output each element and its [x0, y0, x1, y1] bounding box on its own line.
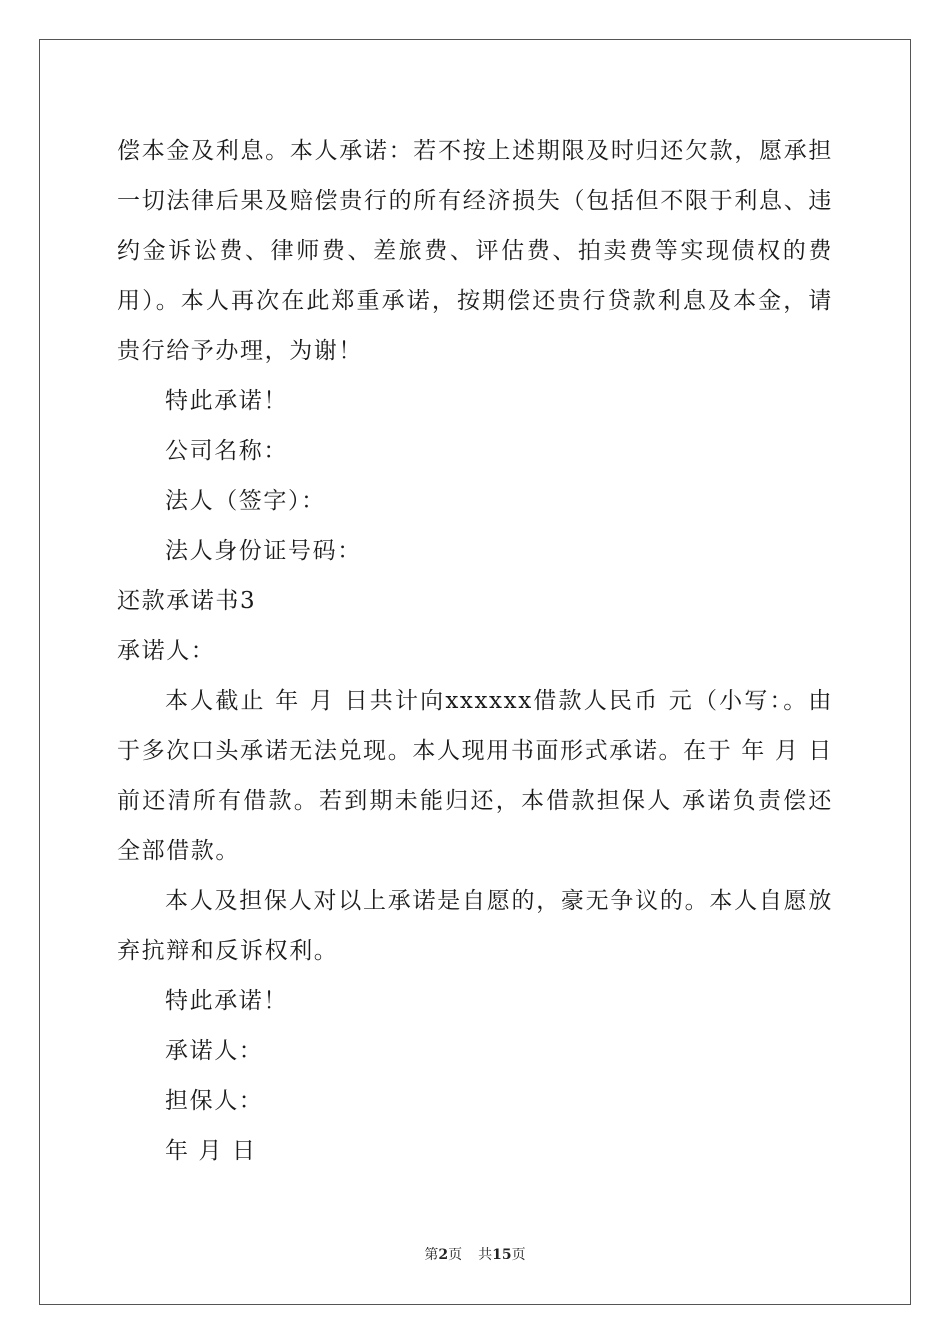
- footer-page-prefix: 第: [424, 1247, 439, 1263]
- paragraph-loan-statement: 本人截止 年 月 日共计向xxxxxx借款人民币 元（小写：。由于多次口头承诺无法兑现。本人现用书面形式承诺。在于 年 月 日前还清所有借款。若到期未能归还，本借款担保人 承诺负责偿还全部借款。: [117, 688, 833, 864]
- paragraph-legal-person-id: 法人身份证号码：: [165, 538, 362, 564]
- paragraph-guarantor-sign: 担保人：: [165, 1088, 264, 1114]
- section-title: 还款承诺书3: [117, 588, 257, 614]
- footer-page-suffix: 页: [448, 1247, 463, 1263]
- footer-total-prefix: 共: [478, 1247, 493, 1263]
- footer-current-page: 2: [438, 1247, 449, 1263]
- document-body: [117, 126, 833, 1176]
- paragraph-legal-person-signature: 法人（签字）：: [165, 488, 326, 514]
- paragraph-promisor-label: 承诺人：: [117, 638, 216, 664]
- paragraph-promisor-sign: 承诺人：: [165, 1038, 264, 1064]
- page-footer: [0, 1245, 950, 1265]
- footer-total-pages: 15: [492, 1247, 512, 1263]
- paragraph-hereby-commit-2: 特此承诺！: [165, 988, 288, 1014]
- paragraph-hereby-commit: 特此承诺！: [165, 388, 288, 414]
- footer-total-suffix: 页: [511, 1247, 526, 1263]
- paragraph-commitment-body: 偿本金及利息。本人承诺：若不按上述期限及时归还欠款，愿承担一切法律后果及赔偿贵行的所有经济损失（包括但不限于利息、违约金诉讼费、律师费、差旅费、评估费、拍卖费等实现债权的费用）。本人再次在此郑重承诺，按期偿还贵行贷款利息及本金，请贵行给予办理，为谢！: [117, 138, 833, 364]
- paragraph-voluntary-statement: 本人及担保人对以上承诺是自愿的，豪无争议的。本人自愿放弃抗辩和反诉权利。: [117, 888, 833, 964]
- paragraph-company-name: 公司名称：: [165, 438, 288, 464]
- paragraph-date: 年 月 日: [165, 1138, 257, 1164]
